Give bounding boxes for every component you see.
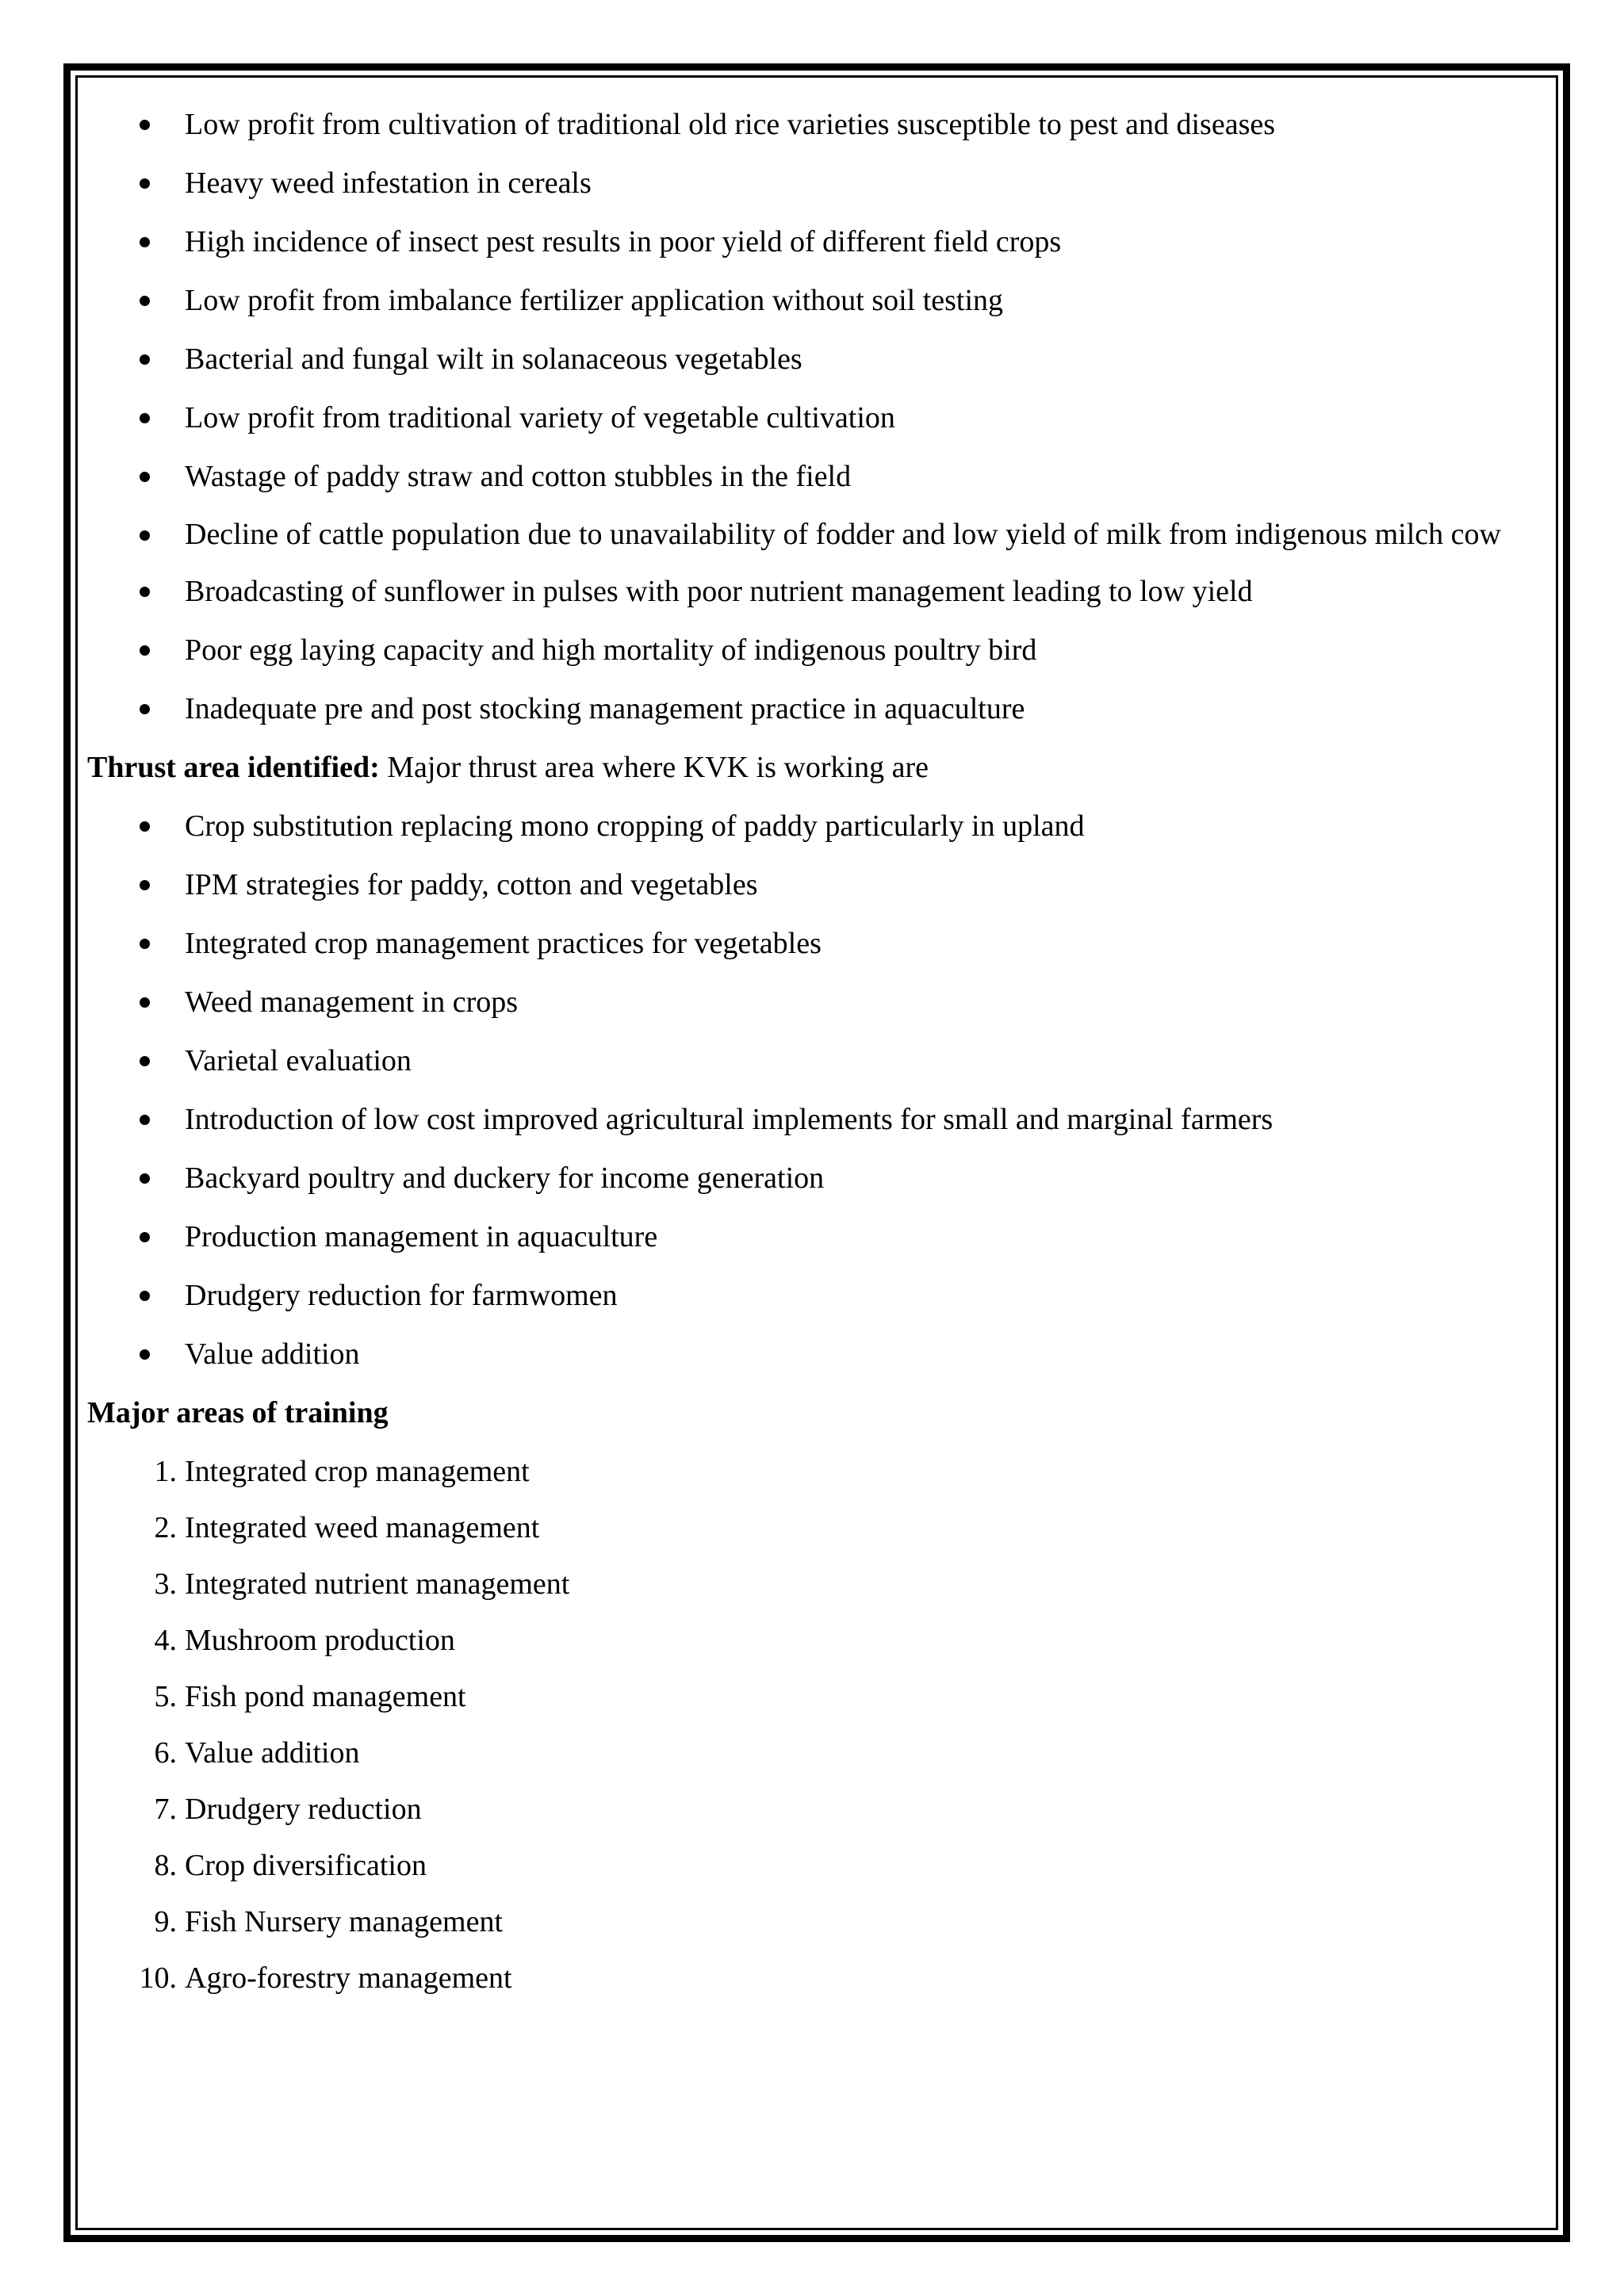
thrust-area-text: Major thrust area where KVK is working are [379,751,929,784]
bullet-icon [140,178,150,189]
bullet-icon [140,237,150,247]
bullet-icon [140,296,150,306]
list-item: Low profit from traditional variety of vegetable cultivation [87,400,1538,435]
list-item: Wastage of paddy straw and cotton stubbles in the field [87,459,1538,494]
thrust-area-heading [87,750,1538,785]
list-number: 5. [154,1680,177,1713]
list-item: Inadequate pre and post stocking management practice in aquaculture [87,691,1538,726]
bullet-icon [140,530,150,541]
document-body [87,107,1538,2017]
bullet-icon [140,1291,150,1301]
list-item: 9. Fish Nursery management [87,1904,1538,1939]
thrust-area-label: Thrust area identified: [87,751,380,784]
list-item: Backyard poultry and duckery for income generation [87,1161,1538,1196]
bullet-icon [140,413,150,423]
list-number: 6. [154,1736,177,1770]
list-number: 9. [154,1905,177,1938]
list-item: Decline of cattle population due to unavailability of fodder and low yield of milk from indigenous milch cow [87,507,1538,563]
list-item: 3. Integrated nutrient management [87,1567,1538,1601]
bullet-icon [140,939,150,949]
list-number: 1. [154,1455,177,1488]
list-item: IPM strategies for paddy, cotton and vegetables [87,867,1538,902]
list-item: 7. Drudgery reduction [87,1792,1538,1827]
bullet-icon [140,1173,150,1184]
list-number: 2. [154,1511,177,1544]
bullet-icon [140,821,150,832]
list-item: 6. Value addition [87,1735,1538,1770]
list-number: 10. [139,1961,177,1995]
list-item: Varietal evaluation [87,1043,1538,1078]
training-heading: Major areas of training [87,1396,389,1429]
bullet-icon [140,645,150,656]
training-list [87,1454,1538,1996]
problems-list [87,107,1538,726]
thrust-area-list [87,809,1538,1372]
list-item: High incidence of insect pest results in poor yield of different field crops [87,224,1538,259]
list-item: 1. Integrated crop management [87,1454,1538,1489]
list-item: 10. Agro-forestry management [87,1961,1538,1996]
bullet-icon [140,1056,150,1066]
list-item: Weed management in crops [87,985,1538,1020]
bullet-icon [140,997,150,1008]
list-item: Integrated crop management practices for vegetables [87,926,1538,961]
list-item: Crop substitution replacing mono cropping of paddy particularly in upland [87,809,1538,844]
list-item: Drudgery reduction for farmwomen [87,1278,1538,1313]
bullet-icon [140,354,150,365]
list-item: Low profit from cultivation of traditional old rice varieties susceptible to pest and diseases [87,107,1538,142]
list-item: Poor egg laying capacity and high mortality of indigenous poultry bird [87,633,1538,668]
list-number: 7. [154,1793,177,1826]
bullet-icon [140,704,150,714]
list-number: 3. [154,1567,177,1601]
list-item: 5. Fish pond management [87,1679,1538,1714]
list-item: Production management in aquaculture [87,1219,1538,1254]
bullet-icon [140,1349,150,1360]
list-item: Introduction of low cost improved agricultural implements for small and marginal farmers [87,1102,1538,1137]
bullet-icon [140,120,150,130]
list-item: 2. Integrated weed management [87,1510,1538,1545]
list-item: Low profit from imbalance fertilizer application without soil testing [87,283,1538,318]
list-item: Value addition [87,1337,1538,1372]
bullet-icon [140,587,150,597]
list-item: Bacterial and fungal wilt in solanaceous vegetables [87,342,1538,377]
bullet-icon [140,472,150,482]
list-item: Broadcasting of sunflower in pulses with poor nutrient management leading to low yield [87,574,1538,609]
bullet-icon [140,1115,150,1125]
list-item: 8. Crop diversification [87,1848,1538,1883]
list-number: 4. [154,1624,177,1657]
list-item: Heavy weed infestation in cereals [87,166,1538,201]
list-item: 4. Mushroom production [87,1623,1538,1658]
bullet-icon [140,1232,150,1242]
bullet-icon [140,880,150,890]
list-number: 8. [154,1849,177,1882]
